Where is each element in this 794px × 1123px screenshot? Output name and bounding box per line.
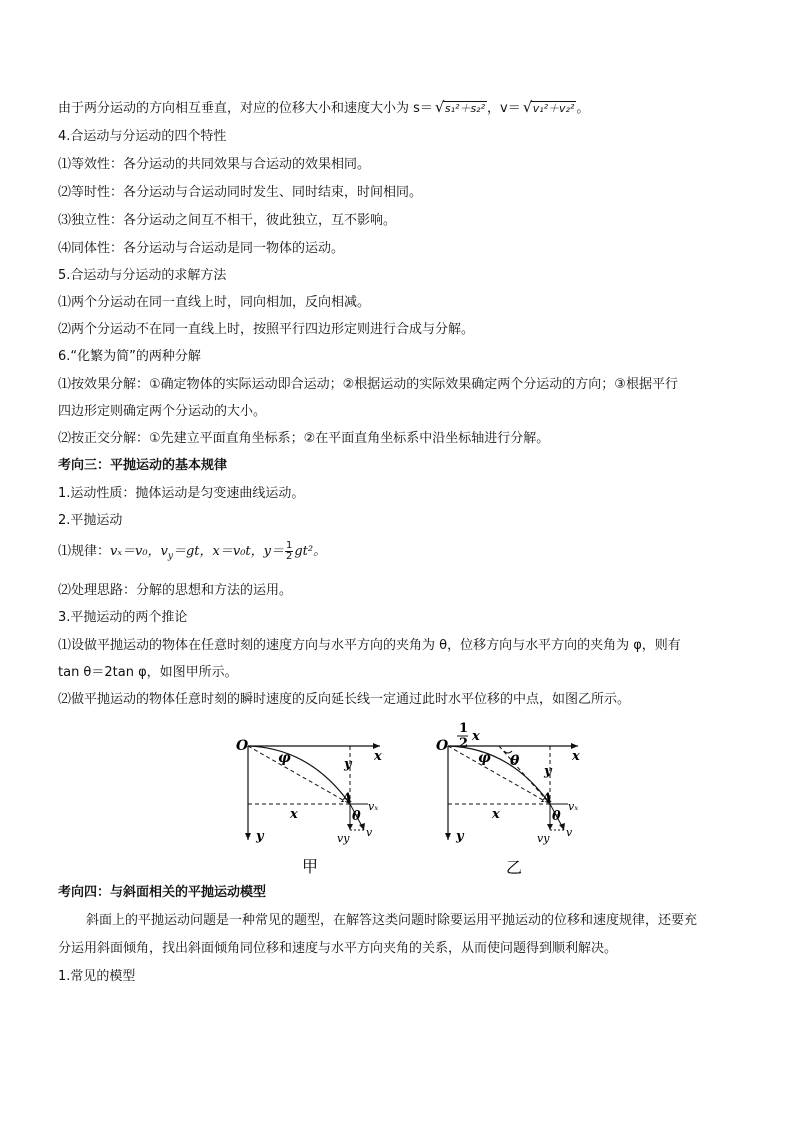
label-y-dash: y bbox=[544, 764, 552, 779]
label-phi: φ bbox=[278, 750, 291, 766]
label-half-num: 1 bbox=[459, 721, 469, 736]
para-a3-1a: ⑴设做平抛运动的物体在任意时刻的速度方向与水平方向的夹角为 θ，位移方向与水平方向的夹角为 φ，则有 bbox=[58, 638, 681, 653]
section-kaoxiang-3: 考向三：平抛运动的基本规律 bbox=[58, 458, 228, 473]
para-a3-2: ⑵做平抛运动的物体任意时刻的瞬时速度的反向延长线一定通过此时水平位移的中点，如图乙所示。 bbox=[58, 692, 631, 707]
label-vx: vₓ bbox=[368, 800, 379, 813]
section-kaoxiang-4: 考向四：与斜面相关的平抛运动模型 bbox=[58, 885, 267, 900]
y-axis-arrow bbox=[245, 833, 251, 840]
para-b1a: 斜面上的平抛运动问题是一种常见的题型，在解答这类问题时除要运用平抛运动的位移和速度规律，还要充 bbox=[86, 913, 698, 928]
label-phi: φ bbox=[478, 750, 491, 766]
label-half-x: x bbox=[472, 729, 480, 744]
half-fraction: $\frac{1}{2}$ bbox=[285, 540, 293, 562]
label-vy: vy bbox=[537, 832, 550, 845]
para-4-3: ⑶独立性：各分运动之间互不相干，彼此独立，互不影响。 bbox=[58, 213, 397, 228]
para-a3-1b: tan θ＝2tan φ，如图甲所示。 bbox=[58, 665, 238, 680]
label-v: v bbox=[566, 826, 573, 839]
v-arrow bbox=[359, 823, 365, 830]
para-b2: 1.常见的模型 bbox=[58, 969, 136, 984]
label-theta-top: θ bbox=[510, 753, 520, 769]
para-a1: 1.运动性质：抛体运动是匀变速曲线运动。 bbox=[58, 486, 305, 501]
sqrt-v: √ v₁²＋v₂² bbox=[522, 98, 575, 116]
label-A: A bbox=[342, 791, 353, 806]
caption-yi: 乙 bbox=[506, 858, 523, 877]
para-4-2: ⑵等时性：各分运动与合运动同时发生、同时结束，时间相同。 bbox=[58, 185, 423, 200]
label-theta: θ bbox=[552, 809, 561, 824]
heading-6: 6.“化繁为简”的两种分解 bbox=[58, 349, 201, 364]
label-theta: θ bbox=[352, 809, 361, 824]
displacement-line bbox=[448, 746, 553, 806]
para-a3: 3.平抛运动的两个推论 bbox=[58, 610, 188, 625]
label-y-dash: y bbox=[344, 757, 352, 772]
law-formula: ⑴规律：vₓ＝v₀，$v_y=gt$，x＝v₀t，y＝ $\frac{1}{2}$ gt²。 bbox=[58, 540, 327, 562]
para-5-2: ⑵两个分运动不在同一直线上时，按照平行四边形定则进行合成与分解。 bbox=[58, 322, 475, 337]
para-6-2: ⑵按正交分解：①先建立平面直角坐标系；②在平面直角坐标系中沿坐标轴进行分解。 bbox=[58, 431, 550, 446]
label-x-axis: x bbox=[374, 749, 382, 764]
caption-jia: 甲 bbox=[302, 857, 319, 876]
label-v: v bbox=[366, 826, 373, 839]
label-x-axis: x bbox=[572, 749, 580, 764]
para-b1b: 分运用斜面倾角，找出斜面倾角同位移和速度与水平方向夹角的关系，从而使问题得到顺利解决。 bbox=[58, 941, 618, 956]
y-axis-arrow bbox=[445, 833, 451, 840]
label-O: O bbox=[436, 738, 449, 754]
figure-yi bbox=[430, 715, 600, 880]
displacement-line bbox=[248, 746, 353, 806]
figure-jia bbox=[230, 730, 390, 880]
label-O: O bbox=[236, 738, 249, 754]
vy-arrow bbox=[347, 824, 353, 830]
para-6-1b: 四边形定则确定两个分运动的大小。 bbox=[58, 404, 267, 419]
label-half-den: 2 bbox=[459, 736, 469, 751]
label-y-axis: y bbox=[256, 829, 264, 844]
label-vx: vₓ bbox=[568, 800, 579, 813]
vy-arrow bbox=[547, 824, 553, 830]
para-6-1a: ⑴按效果分解：①确定物体的实际运动即合运动；②根据运动的实际效果确定两个分运动的方向；③根据平行 bbox=[58, 377, 678, 392]
para-5-1: ⑴两个分运动在同一直线上时，同向相加，反向相减。 bbox=[58, 295, 371, 310]
v-arrow bbox=[559, 823, 565, 830]
para-a2: 2.平抛运动 bbox=[58, 513, 123, 528]
para-a2-2: ⑵处理思路：分解的思想和方法的运用。 bbox=[58, 583, 293, 598]
sqrt-s: √ s₁²＋s₂² bbox=[434, 98, 486, 116]
para-4-1: ⑴等效性：各分运动的共同效果与合运动的效果相同。 bbox=[58, 157, 371, 172]
label-A: A bbox=[542, 791, 553, 806]
heading-4: 4.合运动与分运动的四个特性 bbox=[58, 129, 227, 144]
heading-5: 5.合运动与分运动的求解方法 bbox=[58, 268, 227, 283]
speed-displacement-formula: 由于两分运动的方向相互垂直，对应的位移大小和速度大小为 s＝ √ s₁²＋s₂² ，v＝ √ v₁²＋v₂² 。 bbox=[58, 98, 590, 116]
para-4-4: ⑷同体性：各分运动与合运动是同一物体的运动。 bbox=[58, 241, 345, 256]
label-x: x bbox=[492, 807, 500, 822]
label-y-axis: y bbox=[456, 829, 464, 844]
label-vy: vy bbox=[337, 832, 350, 845]
label-x: x bbox=[290, 807, 298, 822]
